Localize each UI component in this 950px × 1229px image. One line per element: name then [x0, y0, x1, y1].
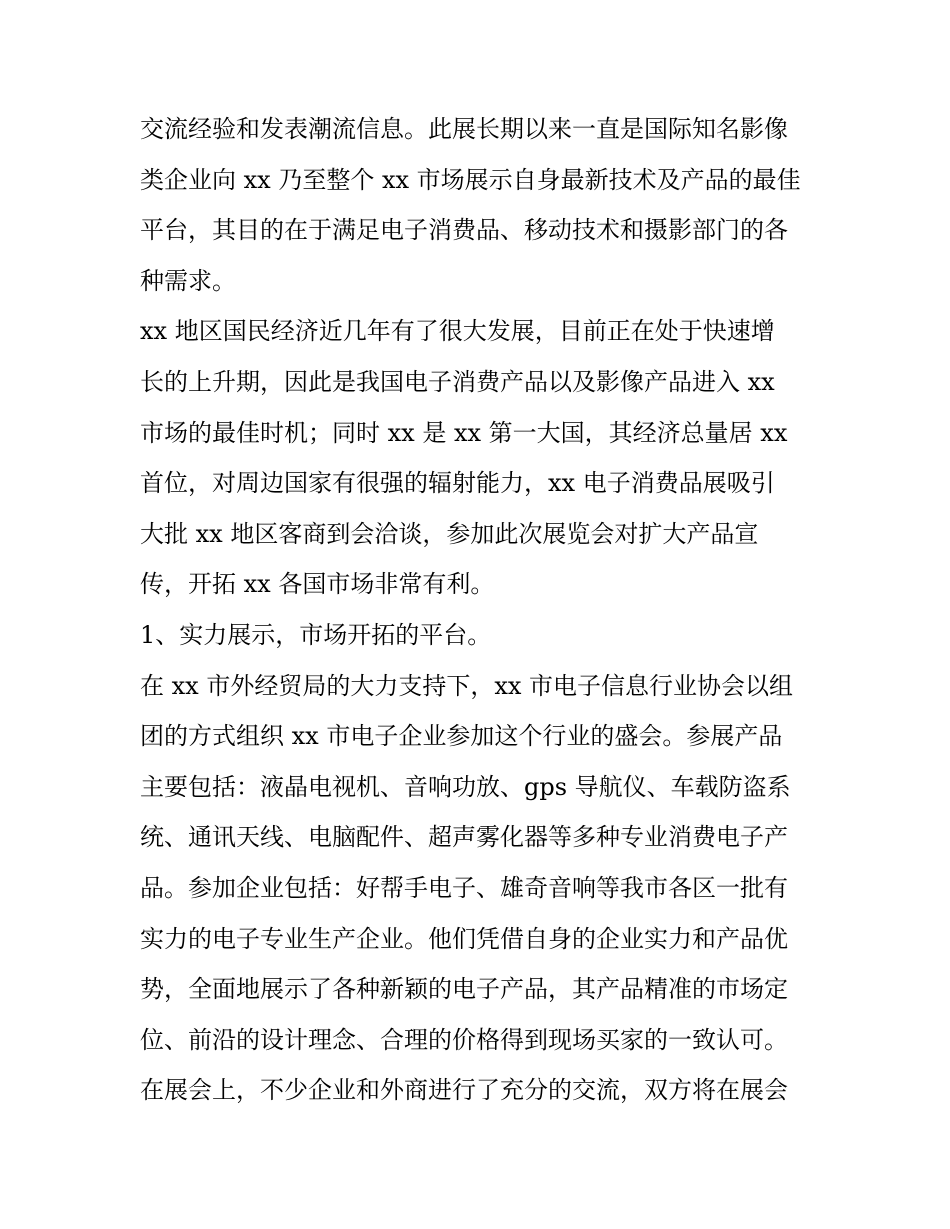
text-line: 统、通讯天线、电脑配件、超声雾化器等多种专业消费电子产 [140, 823, 788, 852]
text-line: 位、前沿的设计理念、合理的价格得到现场买家的一致认可。 [140, 1025, 788, 1054]
section-heading: 1、实力展示，市场开拓的平台。 [140, 620, 492, 649]
text-line: 团的方式组织 xx 市电子企业参加这个行业的盛会。参展产品 [140, 722, 783, 751]
text-line: 实力的电子专业生产企业。他们凭借自身的企业实力和产品优 [140, 924, 788, 953]
text-line: 平台，其目的在于满足电子消费品、移动技术和摄影部门的各 [140, 216, 788, 245]
text-line: 在 xx 市外经贸局的大力支持下，xx 市电子信息行业协会以组 [140, 671, 794, 700]
text-line: 大批 xx 地区客商到会洽谈，参加此次展览会对扩大产品宣 [140, 519, 759, 548]
text-line: 类企业向 xx 乃至整个 xx 市场展示自身最新技术及产品的最佳 [140, 165, 801, 194]
text-line: 传，开拓 xx 各国市场非常有利。 [140, 570, 495, 599]
text-line: 势，全面地展示了各种新颖的电子产品，其产品精准的市场定 [140, 975, 788, 1004]
text-line: 种需求。 [140, 266, 236, 295]
text-line: 长的上升期，因此是我国电子消费产品以及影像产品进入 xx [140, 367, 775, 396]
text-line: 首位，对周边国家有很强的辐射能力，xx 电子消费品展吸引 [140, 469, 775, 498]
document-body [140, 104, 830, 1116]
text-line: 主要包括：液晶电视机、音响功放、gps 导航仪、车载防盗系 [140, 772, 791, 801]
text-line: 市场的最佳时机；同时 xx 是 xx 第一大国，其经济总量居 xx [140, 418, 788, 447]
text-line: 品。参加企业包括：好帮手电子、雄奇音响等我市各区一批有 [140, 873, 788, 902]
text-line: 交流经验和发表潮流信息。此展长期以来一直是国际知名影像 [140, 115, 788, 143]
text-line: 在展会上，不少企业和外商进行了充分的交流，双方将在展会 [140, 1076, 788, 1105]
text-line: xx 地区国民经济近几年有了很大发展，目前正在处于快速增 [140, 317, 775, 346]
